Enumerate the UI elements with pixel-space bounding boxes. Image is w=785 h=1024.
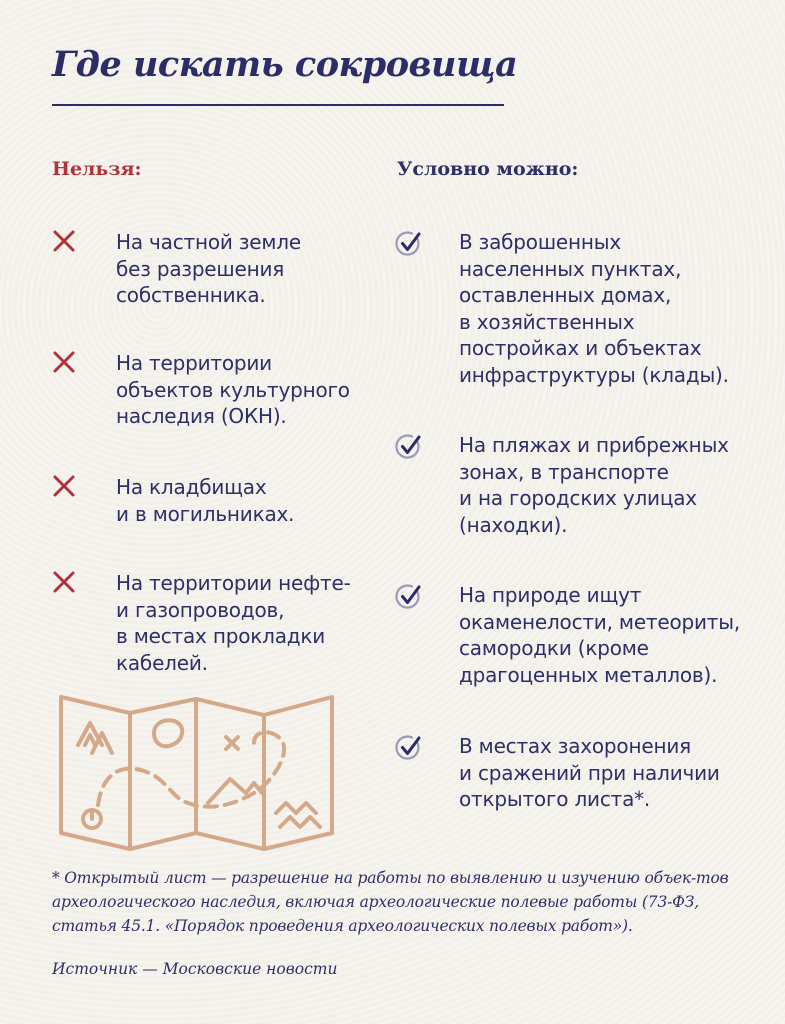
conditional-item-text: На природе ищут окаменелости, метеориты, самородки (кроме драгоценных металлов). — [459, 583, 741, 687]
check-circle-icon — [395, 230, 423, 258]
cross-icon — [52, 350, 76, 374]
check-circle-icon — [395, 433, 423, 461]
forbidden-item-text: На кладбищах и в могильниках. — [116, 475, 295, 526]
conditional-item-text: В заброшенных населенных пунктах, оставленных домах, в хозяйственных постройках и объектах инфраструктуры (клады). — [459, 230, 729, 387]
title-underline — [52, 104, 504, 106]
conditional-item-text: В местах захоронения и сражений при наличии открытого листа*. — [459, 734, 720, 811]
page-title: Где искать сокровища — [52, 44, 518, 85]
forbidden-item-text: На частной земле без разрешения собственника. — [116, 230, 301, 307]
cross-icon — [52, 229, 76, 253]
cross-icon — [52, 570, 76, 594]
check-circle-icon — [395, 734, 423, 762]
conditional-item-text: На пляжах и прибрежных зонах, в транспорте и на городских улицах (находки). — [459, 433, 729, 537]
forbidden-heading: Нельзя: — [52, 158, 142, 180]
conditional-heading: Условно можно: — [397, 158, 579, 180]
treasure-map-icon — [58, 693, 336, 851]
forbidden-item-text: На территории объектов культурного наследия (ОКН). — [116, 351, 350, 428]
check-circle-icon — [395, 583, 423, 611]
source-credit: Источник — Московские новости — [52, 960, 338, 978]
footnote: * Открытый лист — разрешение на работы по выявлению и изучению объек-тов археологического наследия, включая археологические полевые работы (73-ФЗ, статья 45.1. «Порядок проведения археологических полевых работ»). — [52, 869, 729, 935]
cross-icon — [52, 474, 76, 498]
forbidden-item-text: На территории нефте- и газопроводов, в местах прокладки кабелей. — [116, 571, 351, 675]
